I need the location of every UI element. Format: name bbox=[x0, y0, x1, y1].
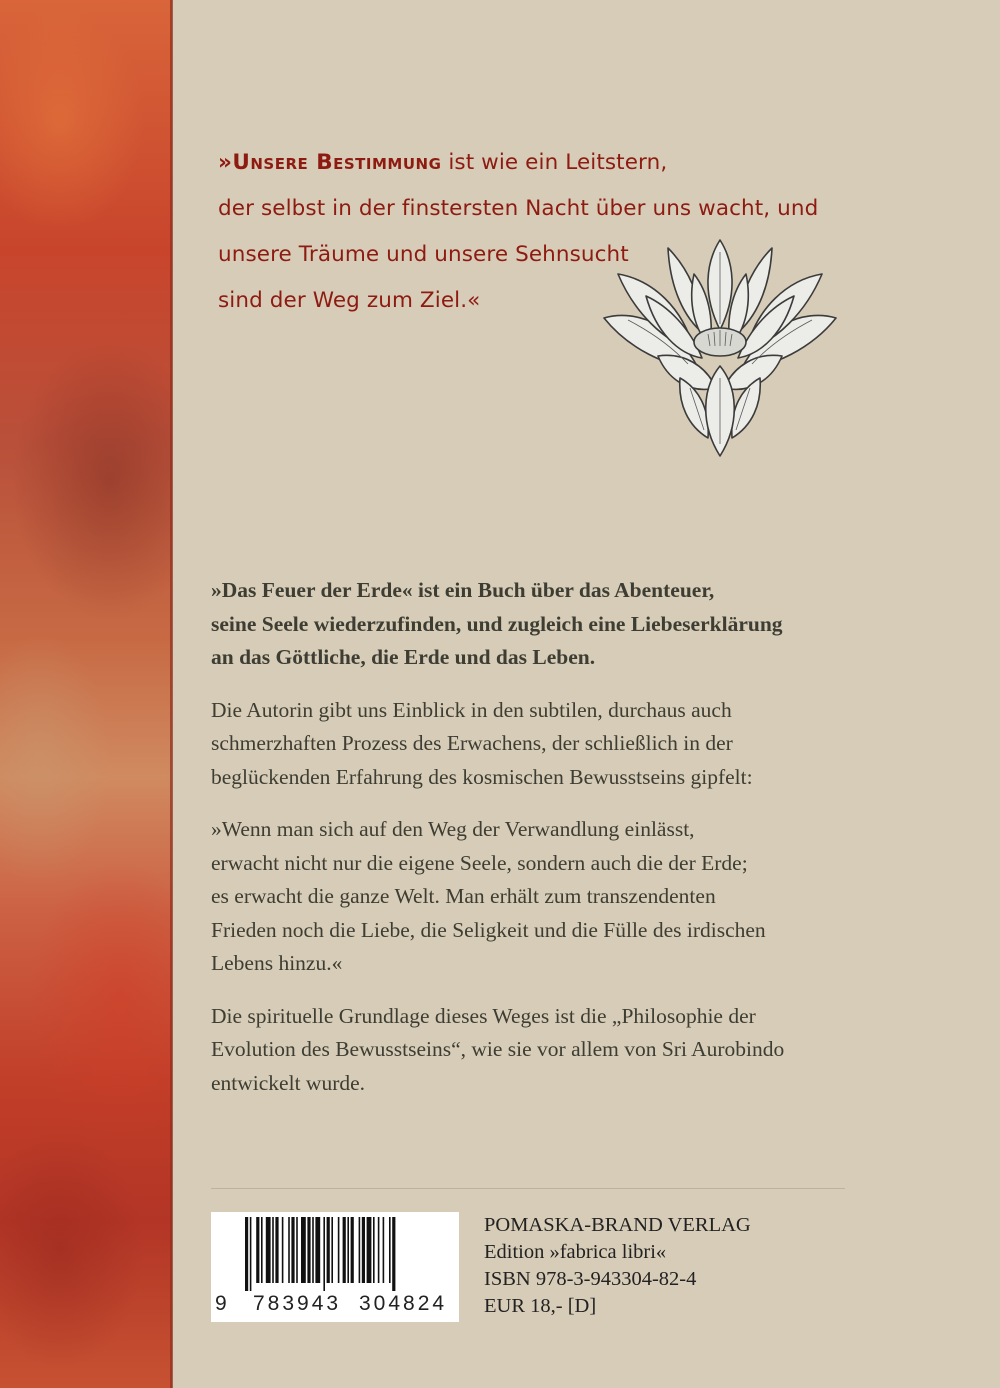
author-paragraph bbox=[211, 694, 861, 795]
barcode-bar bbox=[367, 1217, 372, 1283]
barcode-bar bbox=[288, 1217, 290, 1283]
barcode-bar bbox=[250, 1217, 252, 1291]
divider-line bbox=[211, 1188, 845, 1189]
barcode-bar bbox=[301, 1217, 306, 1283]
barcode bbox=[211, 1212, 459, 1322]
barcode-bar bbox=[383, 1217, 385, 1283]
barcode-bars bbox=[217, 1217, 453, 1291]
barcode-bar bbox=[323, 1217, 325, 1291]
barcode-bar bbox=[291, 1217, 294, 1283]
intro-paragraph bbox=[211, 574, 861, 675]
barcode-digit-first: 9 bbox=[215, 1292, 227, 1315]
isbn: ISBN 978-3-943304-82-4 bbox=[484, 1268, 697, 1290]
quote-line-2: der selbst in der finstersten Nacht über uns wacht, und bbox=[218, 196, 819, 221]
lotus-illustration bbox=[598, 238, 842, 460]
price: EUR 18,- [D] bbox=[484, 1295, 597, 1317]
orange-spine-band bbox=[0, 0, 172, 1388]
philosophy-line: Evolution des Bewusstseins“, wie sie vor allem von Sri Aurobindo bbox=[211, 1037, 785, 1061]
description-text bbox=[211, 574, 861, 1119]
philosophy-line: Die spirituelle Grundlage dieses Weges ist die „Philosophie der bbox=[211, 1003, 756, 1028]
barcode-bar bbox=[312, 1217, 314, 1283]
barcode-bar bbox=[343, 1217, 346, 1283]
barcode-bar bbox=[315, 1217, 320, 1283]
edition-name: Edition »fabrica libri« bbox=[484, 1241, 667, 1263]
citation-line: »Wenn man sich auf den Weg der Verwandlung einlässt, bbox=[211, 817, 695, 841]
philosophy-line: entwickelt wurde. bbox=[211, 1070, 366, 1095]
barcode-bar bbox=[338, 1217, 340, 1283]
barcode-group-2: 304824 bbox=[359, 1292, 448, 1315]
spine-edge bbox=[170, 0, 173, 1388]
barcode-bar bbox=[256, 1217, 259, 1283]
barcode-bar bbox=[282, 1217, 284, 1283]
barcode-digits bbox=[211, 1292, 459, 1318]
citation-line: Frieden noch die Liebe, die Seligkeit und die Fülle des irdischen bbox=[211, 917, 766, 942]
citation-paragraph bbox=[211, 813, 861, 981]
barcode-bar bbox=[373, 1217, 375, 1283]
barcode-bar bbox=[275, 1217, 278, 1283]
citation-line: es erwacht die ganze Welt. Man erhält zum transzendenten bbox=[211, 884, 716, 908]
author-line: beglückenden Erfahrung des kosmischen Bewusstseins gipfelt: bbox=[211, 764, 753, 789]
intro-line: »Das Feuer der Erde« ist ein Buch über das Abenteuer, bbox=[211, 578, 715, 602]
author-line: Die Autorin gibt uns Einblick in den subtilen, durchaus auch bbox=[211, 697, 732, 722]
philosophy-paragraph bbox=[211, 1000, 861, 1101]
barcode-bar bbox=[266, 1217, 271, 1283]
barcode-bar bbox=[272, 1217, 274, 1283]
quote-line-3: unsere Träume und unsere Sehnsucht bbox=[218, 242, 629, 267]
barcode-bar bbox=[347, 1217, 349, 1283]
author-line: schmerzhaften Prozess des Erwachens, der schließlich in der bbox=[211, 731, 733, 755]
barcode-bar bbox=[307, 1217, 310, 1283]
publisher-info bbox=[484, 1212, 824, 1320]
barcode-bar bbox=[389, 1217, 391, 1283]
barcode-group-1: 783943 bbox=[253, 1292, 342, 1315]
barcode-bar bbox=[245, 1217, 248, 1291]
quote-line-4: sind der Weg zum Ziel.« bbox=[218, 288, 481, 313]
barcode-bar bbox=[362, 1217, 365, 1283]
quote-line-1 bbox=[218, 140, 878, 186]
barcode-bar bbox=[327, 1217, 330, 1283]
barcode-bar bbox=[331, 1217, 333, 1283]
intro-line: an das Göttliche, die Erde und das Leben. bbox=[211, 645, 596, 669]
barcode-bar bbox=[392, 1217, 395, 1291]
publisher-name: POMASKA-BRAND VERLAG bbox=[484, 1214, 751, 1236]
barcode-bar bbox=[261, 1217, 263, 1283]
quote-lead: »Unsere Bestimmung bbox=[218, 150, 442, 175]
barcode-bar bbox=[378, 1217, 380, 1283]
quote-line-1-rest: ist wie ein Leitstern, bbox=[441, 150, 668, 175]
barcode-bar bbox=[351, 1217, 354, 1283]
barcode-bar bbox=[296, 1217, 298, 1283]
citation-line: erwacht nicht nur die eigene Seele, sondern auch die der Erde; bbox=[211, 850, 748, 875]
barcode-bar bbox=[359, 1217, 361, 1283]
intro-line: seine Seele wiederzufinden, und zugleich eine Liebeserklärung bbox=[211, 611, 783, 636]
citation-line: Lebens hinzu.« bbox=[211, 951, 343, 975]
